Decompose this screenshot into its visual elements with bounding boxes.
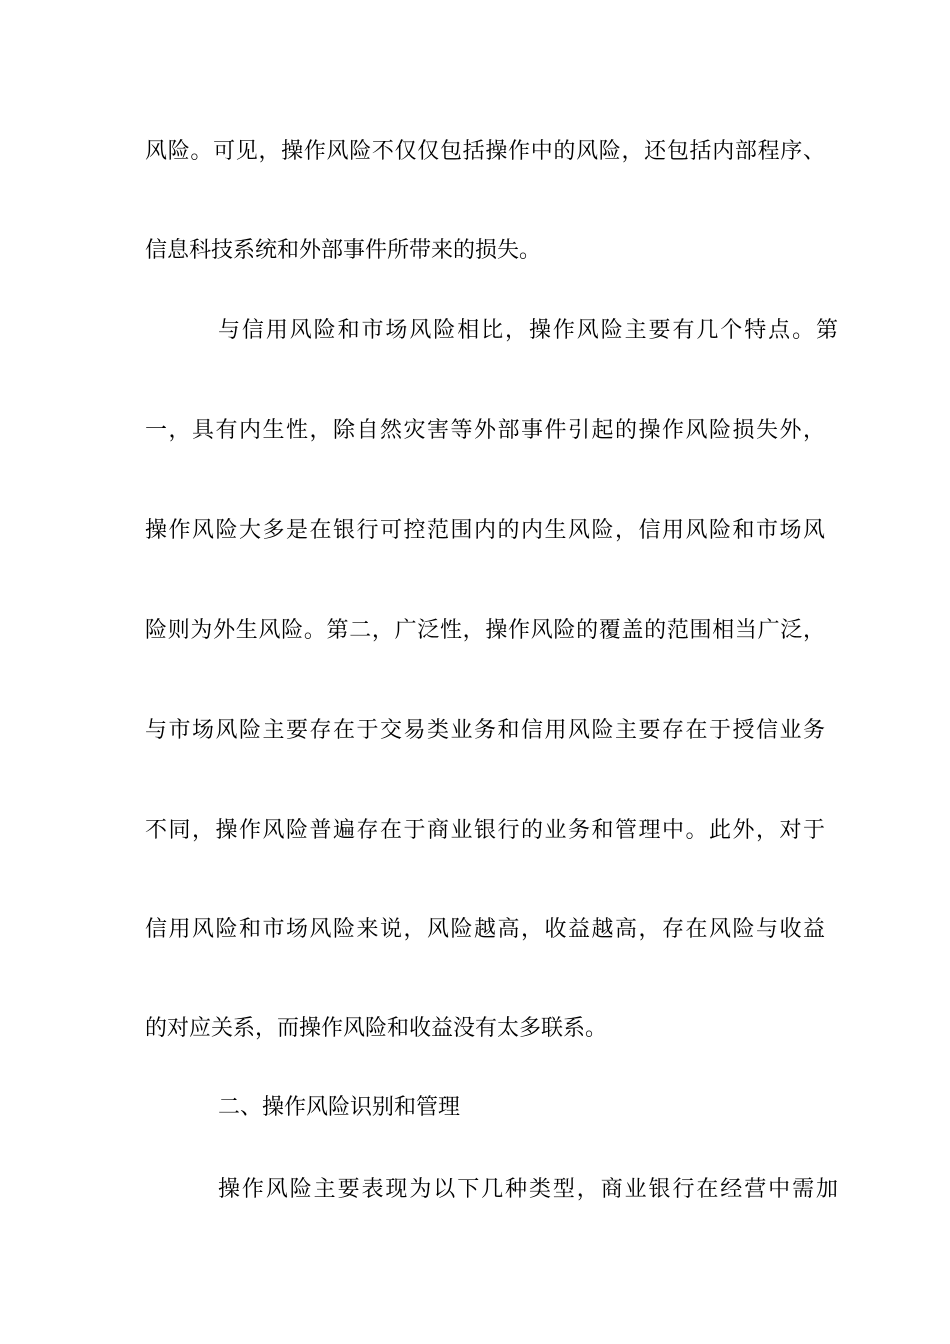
paragraph-line: 信息科技系统和外部事件所带来的损失。 — [145, 238, 542, 263]
paragraph-line: 的对应关系，而操作风险和收益没有太多联系。 — [145, 1016, 608, 1041]
paragraph-line: 操作风险大多是在银行可控范围内的内生风险，信用风险和市场风 — [145, 518, 825, 543]
section-heading: 二、操作风险识别和管理 — [218, 1095, 461, 1120]
paragraph-line: 不同，操作风险普遍存在于商业银行的业务和管理中。此外，对于 — [145, 818, 825, 843]
paragraph-line: 风险。可见，操作风险不仅仅包括操作中的风险，还包括内部程序、 — [145, 139, 825, 164]
paragraph-line: 与市场风险主要存在于交易类业务和信用风险主要存在于授信业务 — [145, 718, 825, 743]
paragraph-line: 信用风险和市场风险来说，风险越高，收益越高，存在风险与收益 — [145, 917, 825, 942]
paragraph-line: 操作风险主要表现为以下几种类型，商业银行在经营中需加 — [218, 1177, 838, 1202]
paragraph-line: 与信用风险和市场风险相比，操作风险主要有几个特点。第 — [218, 318, 838, 343]
paragraph-line: 险则为外生风险。第二，广泛性，操作风险的覆盖的范围相当广泛， — [145, 618, 825, 643]
paragraph-line: 一，具有内生性，除自然灾害等外部事件引起的操作风险损失外， — [145, 418, 825, 443]
